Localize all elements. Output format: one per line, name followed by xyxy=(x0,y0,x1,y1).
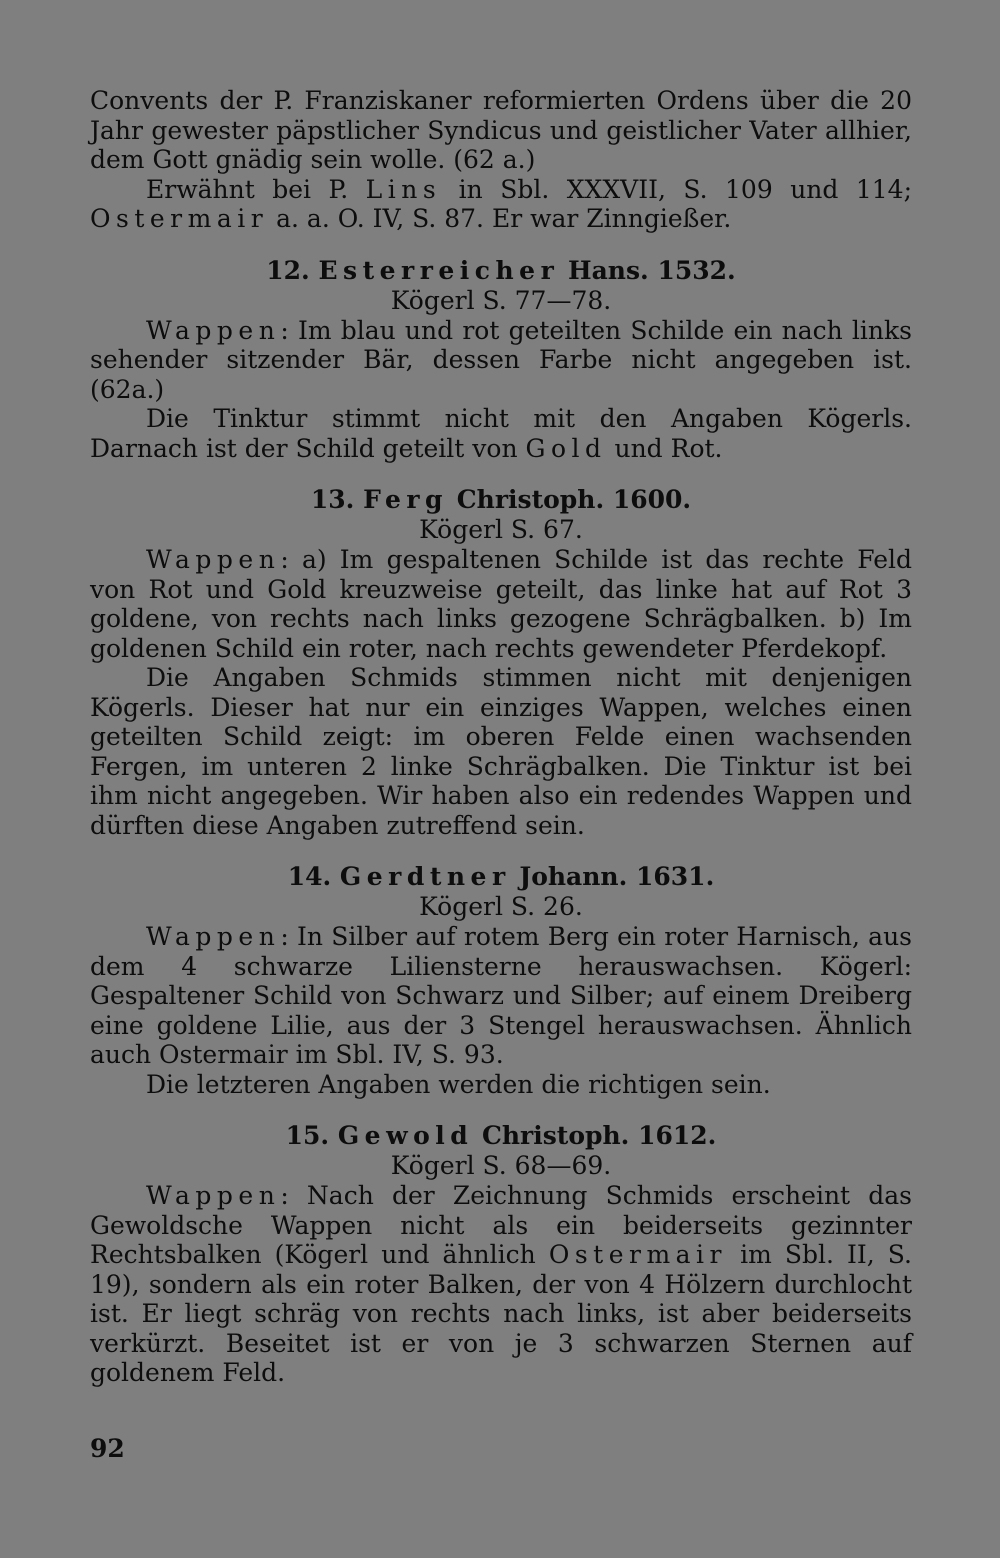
intro-continuation: Convents der P. Franziskaner reformierten Ordens über die 20 Jahr gewester päpstlicher Syndicus und geistlicher Vater allhier, dem Gott gnädig sein wolle. (62 a.) xyxy=(90,86,912,174)
entry-heading-15 xyxy=(90,1121,912,1151)
entry-14-note: Die letzteren Angaben werden die richtigen sein. xyxy=(146,1069,771,1099)
entry-heading-13 xyxy=(90,485,912,515)
note-post: und Rot. xyxy=(606,433,723,463)
entry-heading-14 xyxy=(90,862,912,892)
entry-14-wappen xyxy=(90,922,912,1070)
page-body xyxy=(90,86,912,1388)
page-number: 92 xyxy=(90,1434,125,1463)
entry-name: Esterreicher xyxy=(318,255,560,285)
entry-13-wappen xyxy=(90,545,912,663)
entry-number: 12. xyxy=(266,255,310,285)
entry-rest: Hans. 1532. xyxy=(567,255,736,285)
entry-name: Gerdtner xyxy=(339,862,511,891)
entry-rest: Christoph. 1612. xyxy=(481,1121,717,1150)
mention-name2: Ostermair xyxy=(90,204,269,233)
note-spaced: Gold xyxy=(525,433,607,463)
entry-12-wappen xyxy=(90,316,912,405)
note-pre: Die Tinktur stimmt nicht mit den Angaben Kögerls. Darnach ist der Schild geteilt von xyxy=(90,404,912,463)
wappen-text: : Im blau und rot geteilten Schilde ein nach links sehender sitzender Bär, dessen Farbe nicht angegeben ist. (62a.) xyxy=(90,315,912,404)
wappen-post: im Sbl. II, S. 19), sondern als ein roter Balken, der von 4 Hölzern durchlocht ist. Er liegt schräg von rechts nach links, ist aber beiderseits verkürzt. Beseitet ist er von je 3 schwarzen Sternen auf goldenem Feld. xyxy=(90,1240,912,1387)
mention-mid: in Sbl. XXXVII, S. 109 und 114; xyxy=(441,174,913,204)
entry-15-wappen xyxy=(90,1181,912,1388)
entry-12-note xyxy=(90,404,912,463)
wappen-label: Wappen xyxy=(146,315,281,345)
mention-post: a. a. O. IV, S. 87. Er war Zinngießer. xyxy=(268,204,732,233)
wappen-pre: : Nach der Zeichnung Schmids erscheint das Gewoldsche Wappen nicht als ein beiderseits gezinnter Rechtsbalken (Kögerl und ähnlich xyxy=(90,1181,912,1269)
entry-ref-14: Kögerl S. 26. xyxy=(419,892,583,921)
wappen-spaced: Ostermair xyxy=(548,1240,728,1269)
entry-name: Gewold xyxy=(337,1121,474,1150)
intro-mention xyxy=(90,175,912,234)
mention-pre: Erwähnt bei P. xyxy=(146,174,366,204)
entry-13-note: Die Angaben Schmids stimmen nicht mit denjenigen Kögerls. Dieser hat nur ein einziges Wappen, welches einen geteilten Schild zeigt: im oberen Felde einen wachsenden Fergen, im unteren 2 linke Schrägbalken. Die Tinktur ist bei ihm nicht angegeben. Wir haben also ein redendes Wappen und dürften diese Angaben zutreffend sein. xyxy=(90,663,912,840)
mention-name: Lins xyxy=(365,174,442,204)
wappen-label: Wappen xyxy=(146,922,281,951)
entry-number: 13. xyxy=(310,485,355,514)
entry-ref-12: Kögerl S. 77—78. xyxy=(390,285,612,315)
entry-number: 15. xyxy=(285,1121,330,1150)
wappen-text: : a) Im gespaltenen Schilde ist das rechte Feld von Rot und Gold kreuzweise geteilt, das linke hat auf Rot 3 goldene, von rechts nach links gezogene Schrägbalken. b) Im goldenen Schild ein roter, nach rechts gewendeter Pferdekopf. xyxy=(90,545,912,663)
entry-heading-12 xyxy=(90,256,912,286)
entry-number: 14. xyxy=(287,862,332,891)
entry-name: Ferg xyxy=(363,485,449,514)
entry-ref-15: Kögerl S. 68—69. xyxy=(390,1151,612,1180)
entry-rest: Johann. 1631. xyxy=(519,862,715,891)
entry-ref-13: Kögerl S. 67. xyxy=(419,515,583,544)
wappen-label: Wappen xyxy=(146,1181,281,1210)
wappen-text: : In Silber auf rotem Berg ein roter Harnisch, aus dem 4 schwarze Liliensterne herauswachsen. Kögerl: Gespaltener Schild von Schwarz und Silber; auf einem Dreiberg eine goldene Lilie, aus der 3 Stengel herauswachsen. Ähnlich auch Ostermair im Sbl. IV, S. 93. xyxy=(90,922,912,1069)
entry-rest: Christoph. 1600. xyxy=(456,485,692,514)
wappen-label: Wappen xyxy=(146,545,281,574)
